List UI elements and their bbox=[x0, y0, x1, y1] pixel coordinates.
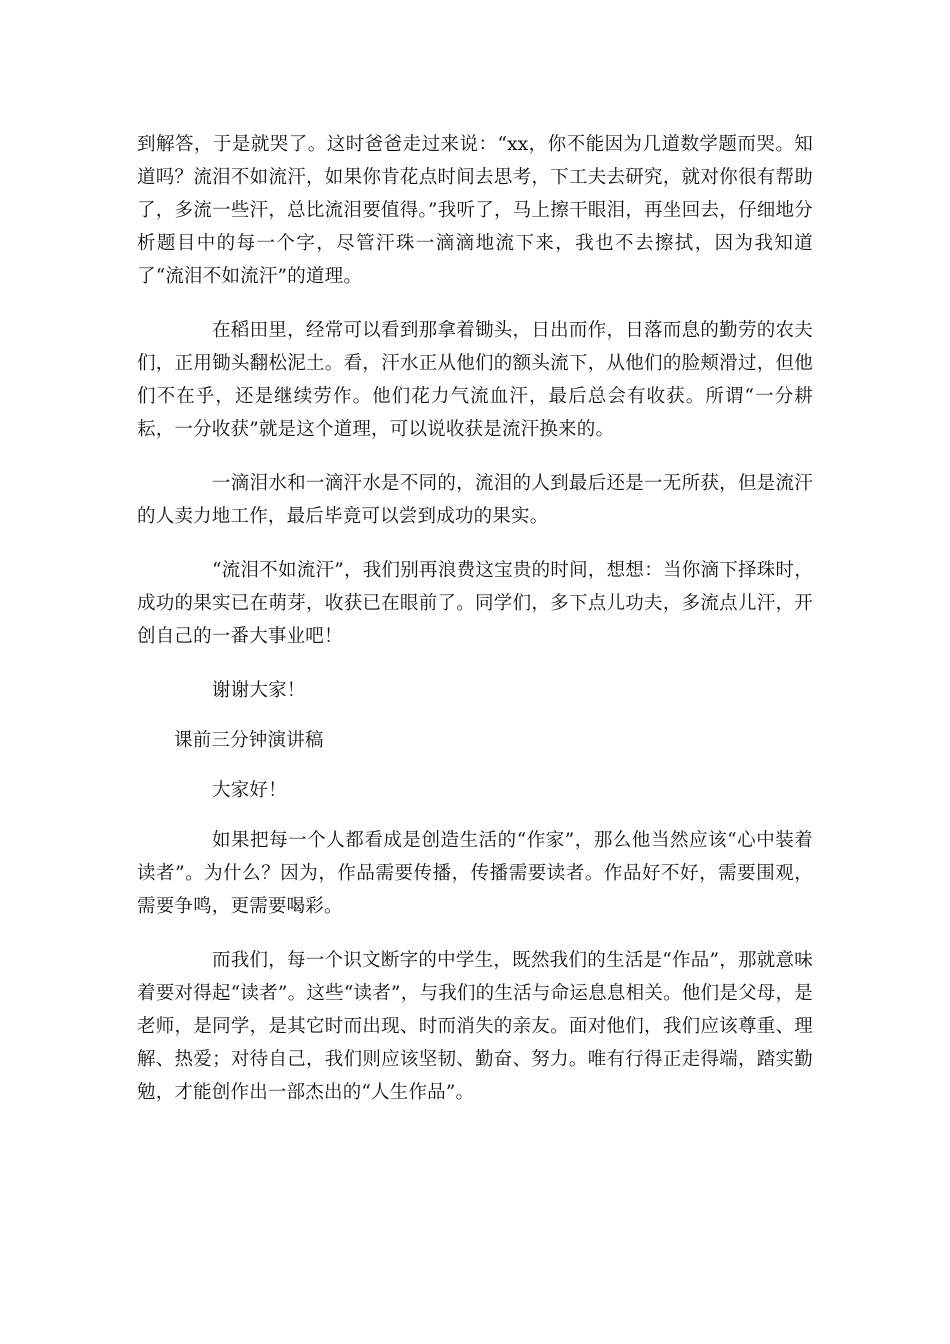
document-page bbox=[137, 128, 813, 1109]
paragraph-thanks: 谢谢大家！ bbox=[212, 680, 306, 701]
paragraph-continuation: 到解答，于是就哭了。这时爸爸走过来说：“xx，你不能因为几道数学题而哭。知道吗？流泪不如流汗，如果你肯花点时间去思考，下工夫去研究，就对你很有帮助了，多流一些汗，总比流泪要值得。”我听了，马上擦干眼泪，再坐回去，仔细地分析题目中的每一个字，尽管汗珠一滴滴地流下来，我也不去擦拭，因为我知道了“流泪不如流汗”的道理。 bbox=[137, 134, 813, 287]
paragraph-tears-sweat: 一滴泪水和一滴汗水是不同的，流泪的人到最后还是一无所获，但是流汗的人卖力地工作，最后毕竟可以尝到成功的果实。 bbox=[137, 473, 813, 527]
paragraph-life-works: 而我们，每一个识文断字的中学生，既然我们的生活是“作品”，那就意味着要对得起“读者”。这些“读者”，与我们的生活与命运息息相关。他们是父母，是老师，是同学，是其它时而出现、时而消失的亲友。面对他们，我们应该尊重、理解、热爱；对待自己，我们则应该坚韧、勤奋、努力。唯有行得正走得端，踏实勤勉，才能创作出一部杰出的“人生作品”。 bbox=[137, 950, 813, 1103]
speech-title: 课前三分钟演讲稿 bbox=[174, 730, 324, 751]
speech-greeting: 大家好！ bbox=[212, 780, 287, 801]
paragraph-farmers: 在稻田里，经常可以看到那拿着锄头，日出而作，日落而息的勤劳的农夫们，正用锄头翻松泥土。看，汗水正从他们的额头流下，从他们的脸颊滑过，但他们不在乎，还是继续劳作。他们花力气流血汗，最后总会有收获。所谓“一分耕耘，一分收获”就是这个道理，可以说收获是流汗换来的。 bbox=[137, 320, 813, 440]
paragraph-conclusion: “流泪不如流汗”，我们别再浪费这宝贵的时间，想想：当你滴下择珠时，成功的果实已在萌芽，收获已在眼前了。同学们，多下点儿功夫，多流点儿汗，开创自己的一番大事业吧！ bbox=[137, 560, 813, 647]
paragraph-readers: 如果把每一个人都看成是创造生活的“作家”，那么他当然应该“心中装着读者”。为什么？因为，作品需要传播，传播需要读者。作品好不好，需要围观，需要争鸣，更需要喝彩。 bbox=[137, 830, 813, 917]
